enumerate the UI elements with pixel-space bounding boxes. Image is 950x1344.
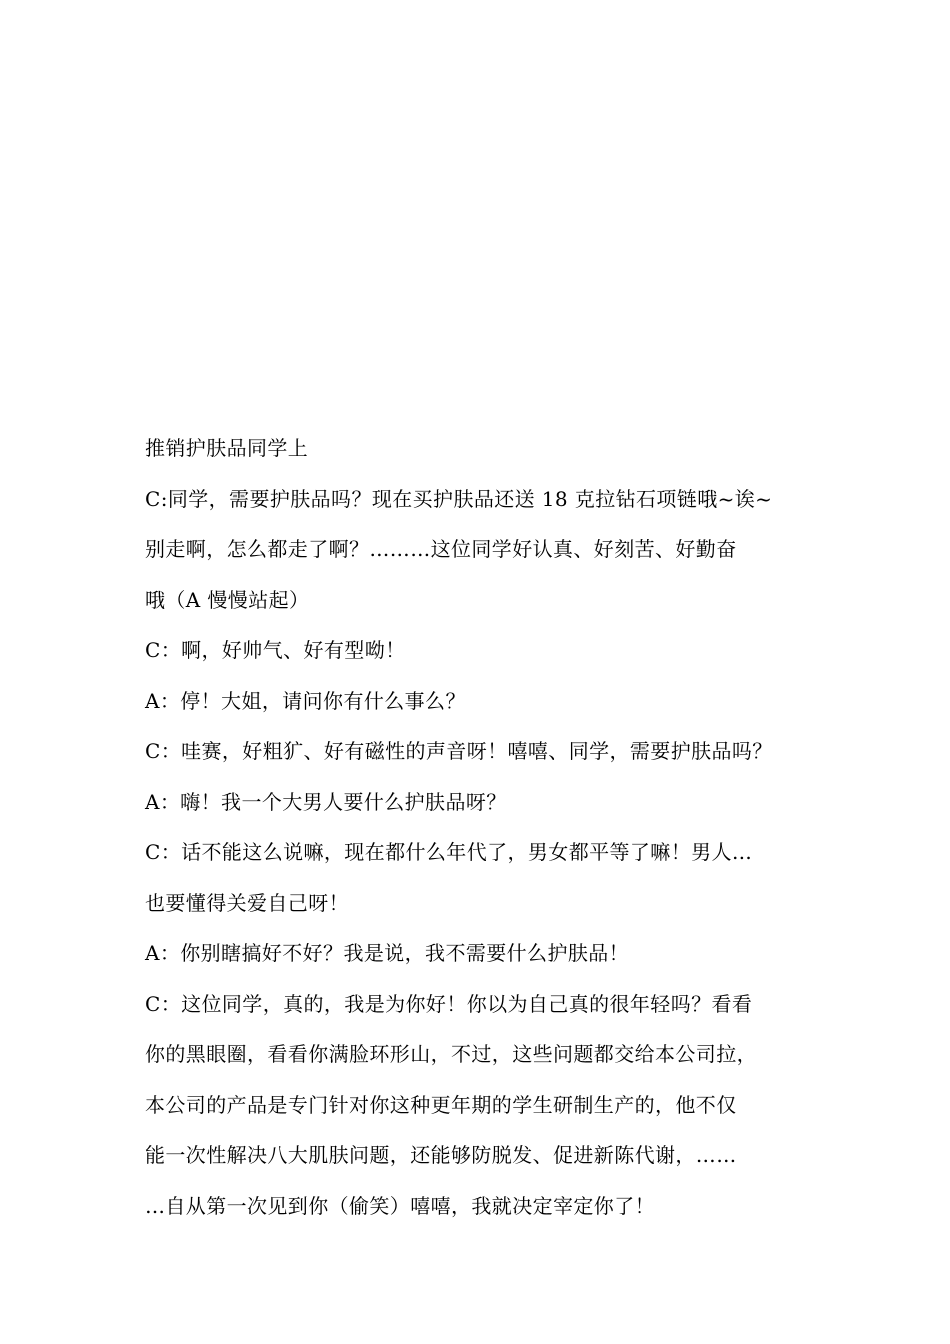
dialogue-line: A：你别瞎搞好不好？我是说，我不需要什么护肤品！ xyxy=(145,941,630,965)
dialogue-line: 你的黑眼圈，看看你满脸环形山，不过，这些问题都交给本公司拉， xyxy=(145,1042,757,1066)
dialogue-line: C：这位同学，真的，我是为你好！你以为自己真的很年轻吗？看看 xyxy=(145,991,753,1016)
document-body xyxy=(145,430,825,1238)
dialogue-line: C：哇赛，好粗犷、好有磁性的声音呀！嘻嘻、同学，需要护肤品吗？ xyxy=(145,739,773,763)
dialogue-line: 也要懂得关爱自己呀！ xyxy=(145,890,349,915)
dialogue-line: C：话不能这么说嘛，现在都什么年代了，男女都平等了嘛！男人… xyxy=(145,840,753,864)
dialogue-line: 能一次性解决八大肌肤问题，还能够防脱发、促进新陈代谢，…… xyxy=(145,1143,737,1167)
dialogue-line: …自从第一次见到你（偷笑）嘻嘻，我就决定宰定你了！ xyxy=(145,1193,655,1218)
dialogue-line: 别走啊，怎么都走了啊？………这位同学好认真、好刻苦、好勤奋 xyxy=(145,537,737,561)
dialogue-line: C:同学，需要护肤品吗？现在买护肤品还送 18 克拉钻石项链哦~诶~ xyxy=(145,486,773,511)
document-title: 推销护肤品同学上 xyxy=(145,436,309,460)
dialogue-line: 哦（A 慢慢站起） xyxy=(145,587,310,612)
dialogue-line: A：嗨！我一个大男人要什么护肤品呀？ xyxy=(145,789,507,814)
dialogue-line: A：停！大姐，请问你有什么事么？ xyxy=(145,688,466,713)
dialogue-line: 本公司的产品是专门针对你这种更年期的学生研制生产的，他不仅 xyxy=(145,1092,737,1117)
dialogue-line: C：啊，好帅气、好有型呦！ xyxy=(145,638,406,662)
